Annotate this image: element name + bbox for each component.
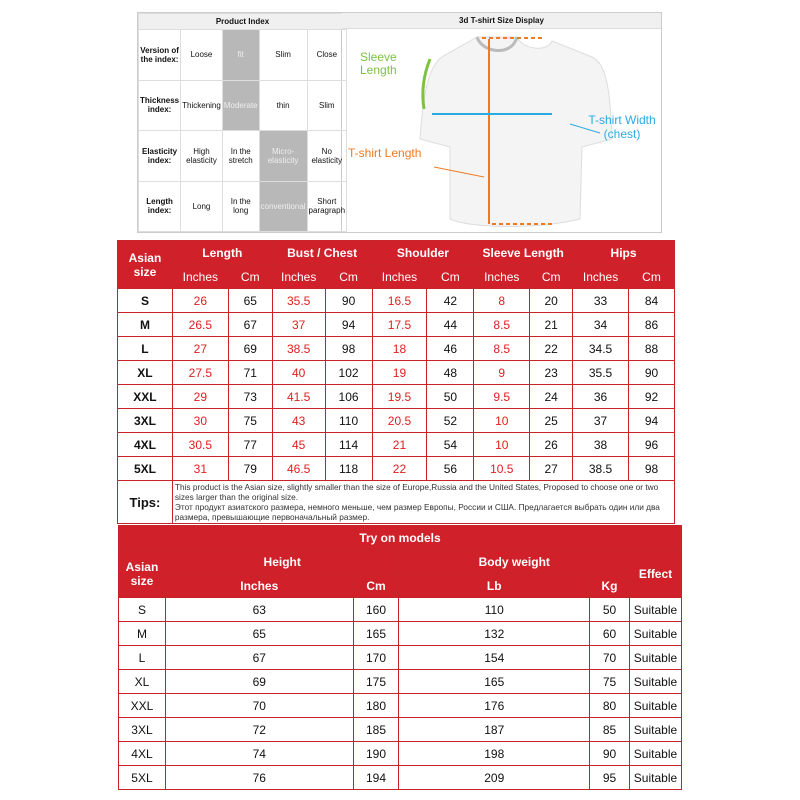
model-value: Suitable: [629, 670, 681, 694]
measure-header: Length: [172, 241, 272, 265]
display-title: 3d T-shirt Size Display: [342, 13, 661, 29]
model-row: [119, 622, 682, 646]
size-value: 69: [228, 337, 272, 361]
size-value: 27: [530, 457, 573, 481]
size-label: S: [119, 598, 166, 622]
size-value: 114: [325, 433, 372, 457]
model-value: Suitable: [629, 718, 681, 742]
asian-size-header: Asian size: [118, 241, 173, 289]
size-row: [118, 385, 675, 409]
size-value: 24: [530, 385, 573, 409]
size-value: 33: [573, 289, 629, 313]
models-title-row: [119, 526, 682, 550]
try-on-models-table: [118, 525, 682, 790]
size-value: 54: [427, 433, 474, 457]
size-value: 34.5: [573, 337, 629, 361]
model-value: 190: [353, 742, 399, 766]
index-label: Elasticity index:: [139, 131, 181, 182]
model-value: 69: [165, 670, 353, 694]
measure-header: Hips: [573, 241, 675, 265]
index-cell: High elasticity: [181, 131, 223, 182]
tips-label: Tips:: [118, 481, 173, 524]
size-label: 3XL: [118, 409, 173, 433]
model-value: 76: [165, 766, 353, 790]
index-cell: Short paragraph: [307, 181, 346, 232]
size-value: 29: [172, 385, 228, 409]
size-value: 94: [325, 313, 372, 337]
model-value: 176: [399, 694, 590, 718]
size-value: 37: [573, 409, 629, 433]
size-value: 8: [474, 289, 530, 313]
tips-row: [118, 481, 675, 524]
size-label: 3XL: [119, 718, 166, 742]
unit-header: Inches: [372, 265, 427, 289]
size-value: 43: [272, 409, 325, 433]
unit-header: Cm: [228, 265, 272, 289]
model-value: 110: [399, 598, 590, 622]
size-value: 19: [372, 361, 427, 385]
model-row: [119, 766, 682, 790]
size-value: 79: [228, 457, 272, 481]
unit-header: Cm: [427, 265, 474, 289]
index-cell: Micro-elasticity: [259, 131, 307, 182]
index-cell: Moderate: [222, 80, 259, 131]
size-value: 27.5: [172, 361, 228, 385]
model-value: 75: [590, 670, 630, 694]
asian-size-header: Asian size: [119, 550, 166, 598]
size-row: [118, 409, 675, 433]
size-value: 8.5: [474, 337, 530, 361]
model-value: Suitable: [629, 598, 681, 622]
size-value: 52: [427, 409, 474, 433]
size-row: [118, 337, 675, 361]
size-value: 9: [474, 361, 530, 385]
models-title: Try on models: [119, 526, 682, 550]
model-row: [119, 718, 682, 742]
size-value: 45: [272, 433, 325, 457]
size-value: 26: [172, 289, 228, 313]
size-value: 102: [325, 361, 372, 385]
size-header-row: [118, 241, 675, 265]
model-value: 175: [353, 670, 399, 694]
index-cell: In the stretch: [222, 131, 259, 182]
size-value: 25: [530, 409, 573, 433]
model-value: 187: [399, 718, 590, 742]
size-value: 26.5: [172, 313, 228, 337]
size-value: 42: [427, 289, 474, 313]
size-value: 38.5: [272, 337, 325, 361]
size-value: 17.5: [372, 313, 427, 337]
size-value: 8.5: [474, 313, 530, 337]
size-label: XL: [118, 361, 173, 385]
size-value: 94: [629, 409, 675, 433]
size-value: 46: [427, 337, 474, 361]
index-cell: Close: [307, 30, 346, 81]
size-value: 90: [325, 289, 372, 313]
model-value: 132: [399, 622, 590, 646]
model-row: [119, 670, 682, 694]
size-value: 98: [629, 457, 675, 481]
tshirt-width-label: T-shirt Width (chest): [588, 113, 656, 141]
unit-header: Cm: [629, 265, 675, 289]
size-chart: [117, 240, 675, 524]
model-value: 194: [353, 766, 399, 790]
size-value: 92: [629, 385, 675, 409]
size-value: 35.5: [272, 289, 325, 313]
model-value: 50: [590, 598, 630, 622]
unit-header: Inches: [272, 265, 325, 289]
measure-header: Shoulder: [372, 241, 474, 265]
index-cell: conventional: [259, 181, 307, 232]
index-cell: In the long: [222, 181, 259, 232]
size-value: 38: [573, 433, 629, 457]
size-row: [118, 457, 675, 481]
size-value: 16.5: [372, 289, 427, 313]
size-value: 98: [325, 337, 372, 361]
product-index: [137, 12, 346, 233]
size-label: 5XL: [118, 457, 173, 481]
unit-header: Inches: [573, 265, 629, 289]
model-value: Suitable: [629, 646, 681, 670]
size-value: 46.5: [272, 457, 325, 481]
index-label: Length index:: [139, 181, 181, 232]
model-value: 74: [165, 742, 353, 766]
size-label: XXL: [119, 694, 166, 718]
tips-text: This product is the Asian size, slightly smaller than the size of Europe,Russia and the United States, Proposed to choose one or two sizes larger than the original size. Этот продукт азиатского размера, немного меньше, чем размер Европы, России и США. Предлагается выбрать один или два размера, превышающие первоначальный размер.: [172, 481, 674, 524]
model-value: 80: [590, 694, 630, 718]
size-value: 10: [474, 433, 530, 457]
models-header-row: [119, 550, 682, 574]
unit-header: Cm: [530, 265, 573, 289]
size-label: 5XL: [119, 766, 166, 790]
size-value: 30.5: [172, 433, 228, 457]
index-cell: Slim: [307, 80, 346, 131]
unit-header: Inches: [172, 265, 228, 289]
model-value: Suitable: [629, 694, 681, 718]
size-value: 19.5: [372, 385, 427, 409]
size-value: 9.5: [474, 385, 530, 409]
model-value: 67: [165, 646, 353, 670]
model-value: 85: [590, 718, 630, 742]
size-value: 88: [629, 337, 675, 361]
size-value: 110: [325, 409, 372, 433]
size-label: S: [118, 289, 173, 313]
unit-header: Cm: [353, 574, 399, 598]
size-value: 34: [573, 313, 629, 337]
size-value: 27: [172, 337, 228, 361]
size-value: 40: [272, 361, 325, 385]
model-value: 165: [353, 622, 399, 646]
size-value: 21: [372, 433, 427, 457]
size-value: 75: [228, 409, 272, 433]
model-row: [119, 646, 682, 670]
size-value: 37: [272, 313, 325, 337]
unit-header: Inches: [165, 574, 353, 598]
size-value: 73: [228, 385, 272, 409]
size-value: 118: [325, 457, 372, 481]
model-value: 185: [353, 718, 399, 742]
size-value: 31: [172, 457, 228, 481]
size-row: [118, 289, 675, 313]
size-value: 20: [530, 289, 573, 313]
model-value: Suitable: [629, 622, 681, 646]
size-value: 41.5: [272, 385, 325, 409]
measure-header: Bust / Chest: [272, 241, 372, 265]
model-value: 170: [353, 646, 399, 670]
index-cell: No elasticity: [307, 131, 346, 182]
unit-header: Lb: [399, 574, 590, 598]
model-value: Suitable: [629, 742, 681, 766]
size-value: 22: [372, 457, 427, 481]
effect-header: Effect: [629, 550, 681, 598]
size-value: 77: [228, 433, 272, 457]
size-value: 26: [530, 433, 573, 457]
size-label: M: [118, 313, 173, 337]
unit-header: Inches: [474, 265, 530, 289]
size-value: 30: [172, 409, 228, 433]
size-value: 44: [427, 313, 474, 337]
size-value: 38.5: [573, 457, 629, 481]
model-row: [119, 742, 682, 766]
model-row: [119, 694, 682, 718]
model-value: Suitable: [629, 766, 681, 790]
index-row: [139, 181, 347, 232]
model-value: 90: [590, 742, 630, 766]
size-value: 67: [228, 313, 272, 337]
index-row: [139, 30, 347, 81]
size-row: [118, 361, 675, 385]
index-cell: thin: [259, 80, 307, 131]
size-value: 106: [325, 385, 372, 409]
size-value: 56: [427, 457, 474, 481]
size-label: L: [118, 337, 173, 361]
model-value: 154: [399, 646, 590, 670]
index-cell: Loose: [181, 30, 223, 81]
unit-header-row: [118, 265, 675, 289]
model-value: 65: [165, 622, 353, 646]
index-cell: fit: [222, 30, 259, 81]
size-value: 65: [228, 289, 272, 313]
index-cell: Long: [181, 181, 223, 232]
size-label: M: [119, 622, 166, 646]
height-header: Height: [165, 550, 399, 574]
index-row: [139, 131, 347, 182]
unit-header: Cm: [325, 265, 372, 289]
model-value: 70: [590, 646, 630, 670]
size-value: 20.5: [372, 409, 427, 433]
size-value: 48: [427, 361, 474, 385]
model-value: 198: [399, 742, 590, 766]
model-value: 72: [165, 718, 353, 742]
tshirt-length-label: T-shirt Length: [348, 146, 422, 160]
size-value: 10.5: [474, 457, 530, 481]
index-label: Thickness index:: [139, 80, 181, 131]
sleeve-length-label: Sleeve Length: [360, 50, 397, 77]
model-value: 180: [353, 694, 399, 718]
index-label: Version of the index:: [139, 30, 181, 81]
size-value: 71: [228, 361, 272, 385]
size-label: XL: [119, 670, 166, 694]
index-cell: Slim: [259, 30, 307, 81]
size-value: 23: [530, 361, 573, 385]
size-label: 4XL: [119, 742, 166, 766]
size-value: 36: [573, 385, 629, 409]
size-value: 90: [629, 361, 675, 385]
weight-header: Body weight: [399, 550, 630, 574]
model-value: 60: [590, 622, 630, 646]
size-label: XXL: [118, 385, 173, 409]
measure-header: Sleeve Length: [474, 241, 573, 265]
unit-header: Kg: [590, 574, 630, 598]
size-label: 4XL: [118, 433, 173, 457]
size-value: 18: [372, 337, 427, 361]
size-row: [118, 313, 675, 337]
model-value: 165: [399, 670, 590, 694]
model-row: [119, 598, 682, 622]
size-row: [118, 433, 675, 457]
size-value: 10: [474, 409, 530, 433]
size-value: 96: [629, 433, 675, 457]
model-value: 70: [165, 694, 353, 718]
model-value: 95: [590, 766, 630, 790]
size-value: 35.5: [573, 361, 629, 385]
model-value: 63: [165, 598, 353, 622]
index-cell: Thickening: [181, 80, 223, 131]
size-label: L: [119, 646, 166, 670]
model-value: 160: [353, 598, 399, 622]
models-unit-row: [119, 574, 682, 598]
size-value: 86: [629, 313, 675, 337]
index-row: [139, 80, 347, 131]
tshirt-size-display: [342, 12, 662, 233]
size-value: 84: [629, 289, 675, 313]
product-index-title: Product Index: [139, 14, 347, 30]
size-value: 21: [530, 313, 573, 337]
size-value: 50: [427, 385, 474, 409]
size-value: 22: [530, 337, 573, 361]
model-value: 209: [399, 766, 590, 790]
